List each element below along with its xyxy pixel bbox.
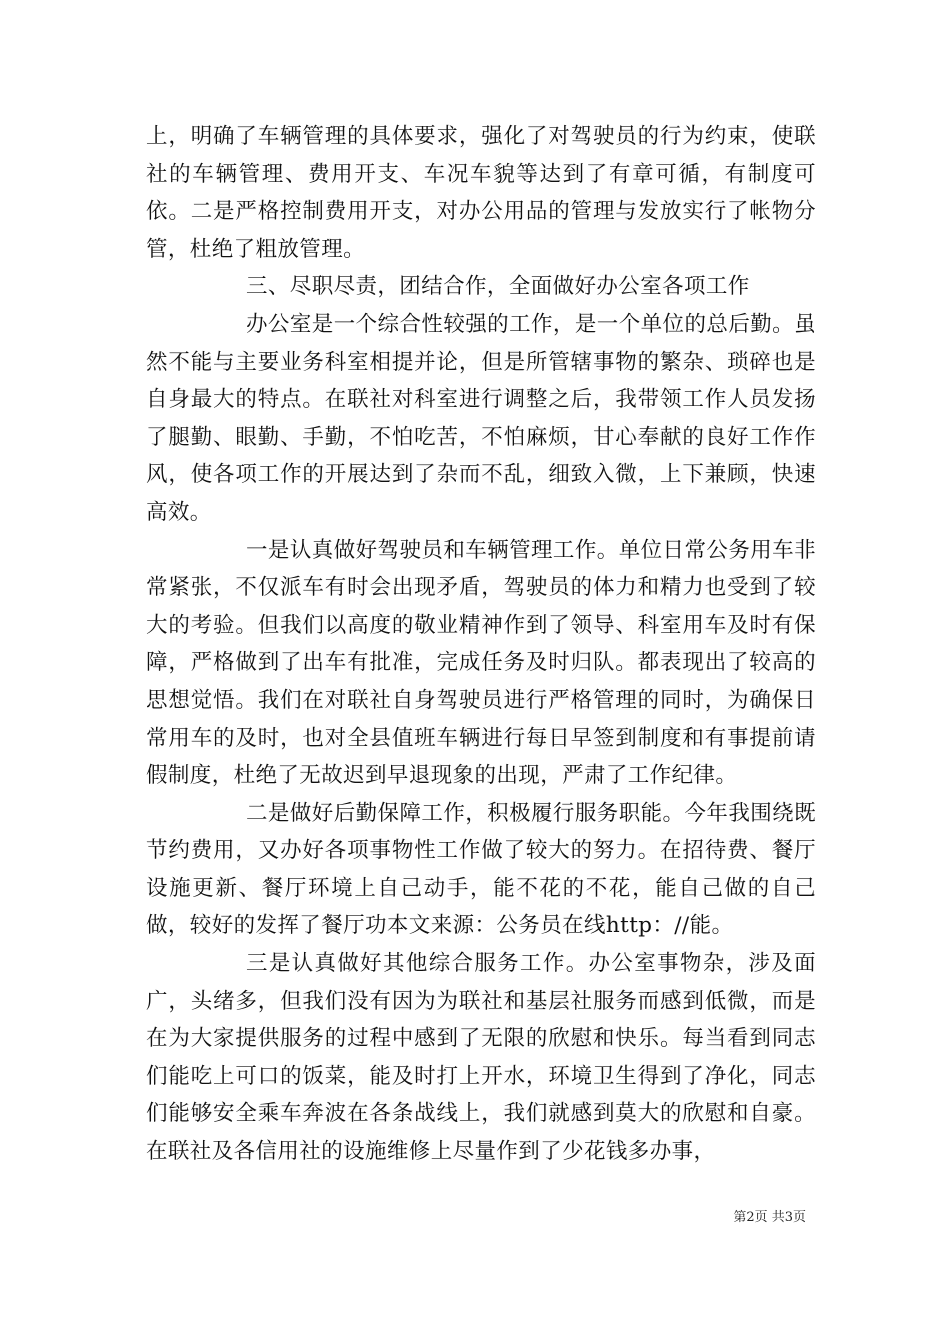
- paragraph-vehicle-rules: 上，明确了车辆管理的具体要求，强化了对驾驶员的行为约束，使联社的车辆管理、费用开支、车况车貌等达到了有章可循，有制度可依。二是严格控制费用开支，对办公用品的管理与发放实行了帐物分管，杜绝了粗放管理。: [146, 124, 816, 262]
- paragraph-office-overview: 办公室是一个综合性较强的工作，是一个单位的总后勤。虽然不能与主要业务科室相提并论，但是所管辖事物的繁杂、琐碎也是自身最大的特点。在联社对科室进行调整之后，我带领工作人员发扬了腿勤、眼勤、手勤，不怕吃苦，不怕麻烦，甘心奉献的良好工作作风，使各项工作的开展达到了杂而不乱，细致入微，上下兼顾，快速高效。: [146, 311, 816, 525]
- paragraph-general-services: 三是认真做好其他综合服务工作。办公室事物杂，涉及面广，头绪多，但我们没有因为为联社和基层社服务而感到低微，而是在为大家提供服务的过程中感到了无限的欣慰和快乐。每当看到同志们能吃上可口的饭菜，能及时打上开水，环境卫生得到了净化，同志们能够安全乘车奔波在各条战线上，我们就感到莫大的欣慰和自豪。在联社及各信用社的设施维修上尽量作到了少花钱多办事，: [146, 951, 816, 1165]
- paragraph-driver-management: 一是认真做好驾驶员和车辆管理工作。单位日常公务用车非常紧张，不仅派车有时会出现矛盾，驾驶员的体力和精力也受到了较大的考验。但我们以高度的敬业精神作到了领导、科室用车及时有保障，严格做到了出车有批准，完成任务及时归队。都表现出了较高的思想觉悟。我们在对联社自身驾驶员进行严格管理的同时，为确保日常用车的及时，也对全县值班车辆进行每日早签到制度和有事提前请假制度，杜绝了无故迟到早退现象的出现，严肃了工作纪律。: [146, 537, 816, 789]
- paragraph-logistics: 二是做好后勤保障工作，积极履行服务职能。今年我围绕既节约费用，又办好各项事物性工作做了较大的努力。在招待费、餐厅设施更新、餐厅环境上自己动手，能不花的不花，能自己做的自己做，较好的发挥了餐厅功本文来源：公务员在线http：//能。: [146, 800, 816, 939]
- section-heading-three: 三、尽职尽责，团结合作，全面做好办公室各项工作: [246, 274, 750, 300]
- page-number-footer: 第2页 共3页: [733, 1210, 806, 1225]
- document-body: [146, 118, 816, 1171]
